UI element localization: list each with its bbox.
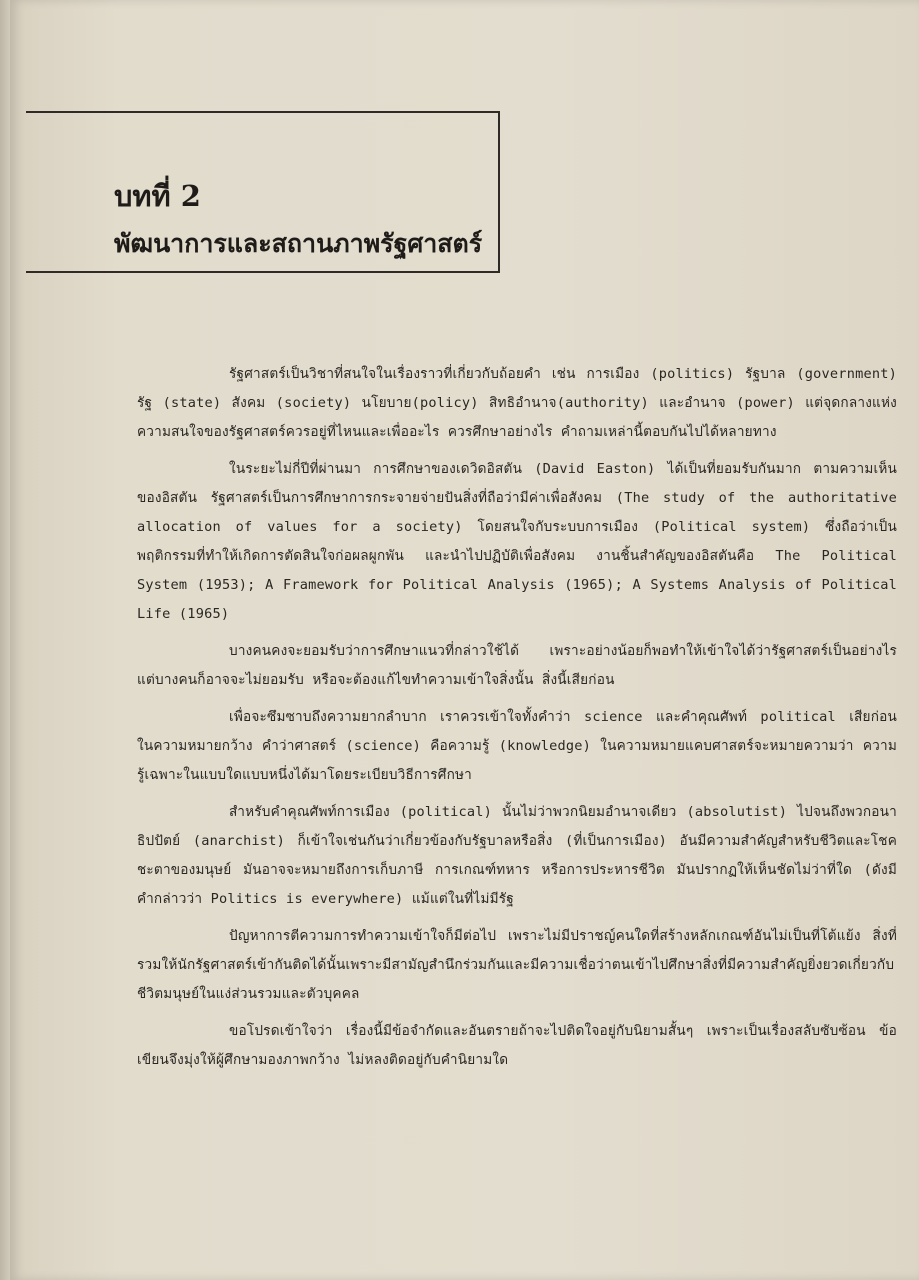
paragraph-4: เพื่อจะซึมซาบถึงความยากลำบาก เราควรเข้าใจทั้งคำว่า science และคำคุณศัพท์ political เสียก่อน ในความหมายกว้าง คำว่าศาสตร์ (science) คือความรู้ (knowledge) ในความหมายแคบศาสตร์จะหมายความว่า ความรู้เฉพาะในแบบใดแบบหนึ่งได้มาโดยระเบียบวิธีการศึกษา <box>137 709 897 783</box>
chapter-title: พัฒนาการและสถานภาพรัฐศาสตร์ <box>114 229 483 258</box>
paragraph-7: ขอโปรดเข้าใจว่า เรื่องนี้มีข้อจำกัดและอันตรายถ้าจะไปติดใจอยู่กับนิยามสั้นๆ เพราะเป็นเรื่องสลับซับซ้อน ข้อเขียนจึงมุ่งให้ผู้ศึกษามองภาพกว้าง ไม่หลงติดอยู่กับคำนิยามใด <box>137 1023 897 1068</box>
body-text <box>137 360 897 1081</box>
paragraph-3: บางคนคงจะยอมรับว่าการศึกษาแนวที่กล่าวใช้ได้ เพราะอย่างน้อยก็พอทำให้เข้าใจได้ว่ารัฐศาสตร์เป็นอย่างไร แต่บางคนก็อาจจะไม่ยอมรับ หรือจะต้องแก้ไขทำความเข้าใจสิ่งนั้น สิ่งนี้เสียก่อน <box>137 643 897 688</box>
paragraph-5: สำหรับคำคุณศัพท์การเมือง (political) นั้นไม่ว่าพวกนิยมอำนาจเดียว (absolutist) ไปจนถึงพวกอนาธิปปัตย์ (anarchist) ก็เข้าใจเช่นกันว่าเกี่ยวข้องกับรัฐบาลหรือสิ่ง (ที่เป็นการเมือง) อันมีความสำคัญสำหรับชีวิตและโชคชะตาของมนุษย์ มันอาจจะหมายถึงการเก็บภาษี การเกณฑ์ทหาร หรือการประหารชีวิต มันปรากฏให้เห็นชัดไม่ว่าที่ใด (ดังมีคำกล่าวว่า Politics is everywhere) แม้แต่ในที่ไม่มีรัฐ <box>137 804 897 907</box>
paragraph-1: รัฐศาสตร์เป็นวิชาที่สนใจในเรื่องราวที่เกี่ยวกับถ้อยคำ เช่น การเมือง (politics) รัฐบาล (government) รัฐ (state) สังคม (society) นโยบาย(policy) สิทธิอำนาจ(authority) และอำนาจ (power) แต่จุดกลางแห่งความสนใจของรัฐศาสตร์ควรอยู่ที่ไหนและเพื่ออะไร ควรศึกษาอย่างไร คำถามเหล่านี้ตอบกันไปได้หลายทาง <box>137 366 897 440</box>
paragraph-6: ปัญหาการตีความการทำความเข้าใจก็มีต่อไป เพราะไม่มีปราชญ์คนใดที่สร้างหลักเกณฑ์อันไม่เป็นที่โต้แย้ง สิ่งที่รวมให้นักรัฐศาสตร์เข้ากันติดได้นั้นเพราะมีสามัญสำนึกร่วมกันและมีความเชื่อว่าตนเข้าไปศึกษาสิ่งที่มีความสำคัญยิ่งยวดเกี่ยวกับชีวิตมนุษย์ในแง่ส่วนรวมและตัวบุคคล <box>137 928 897 1002</box>
chapter-number: บทที่ 2 <box>114 179 201 213</box>
paragraph-2: ในระยะไม่กี่ปีที่ผ่านมา การศึกษาของเดวิดอิสตัน (David Easton) ได้เป็นที่ยอมรับกันมาก ตามความเห็นของอิสตัน รัฐศาสตร์เป็นการศึกษาการกระจายจ่ายปันสิ่งที่ถือว่ามีค่าเพื่อสังคม (The study of the authoritative allocation of values for a society) โดยสนใจกับระบบการเมือง (Political system) ซึ่งถือว่าเป็นพฤติกรรมที่ทำให้เกิดการตัดสินใจก่อผลผูกพัน และนำไปปฏิบัติเพื่อสังคม งานชิ้นสำคัญของอิสตันคือ The Political System (1953); A Framework for Political Analysis (1965); A Systems Analysis of Political Life (1965) <box>137 461 897 622</box>
